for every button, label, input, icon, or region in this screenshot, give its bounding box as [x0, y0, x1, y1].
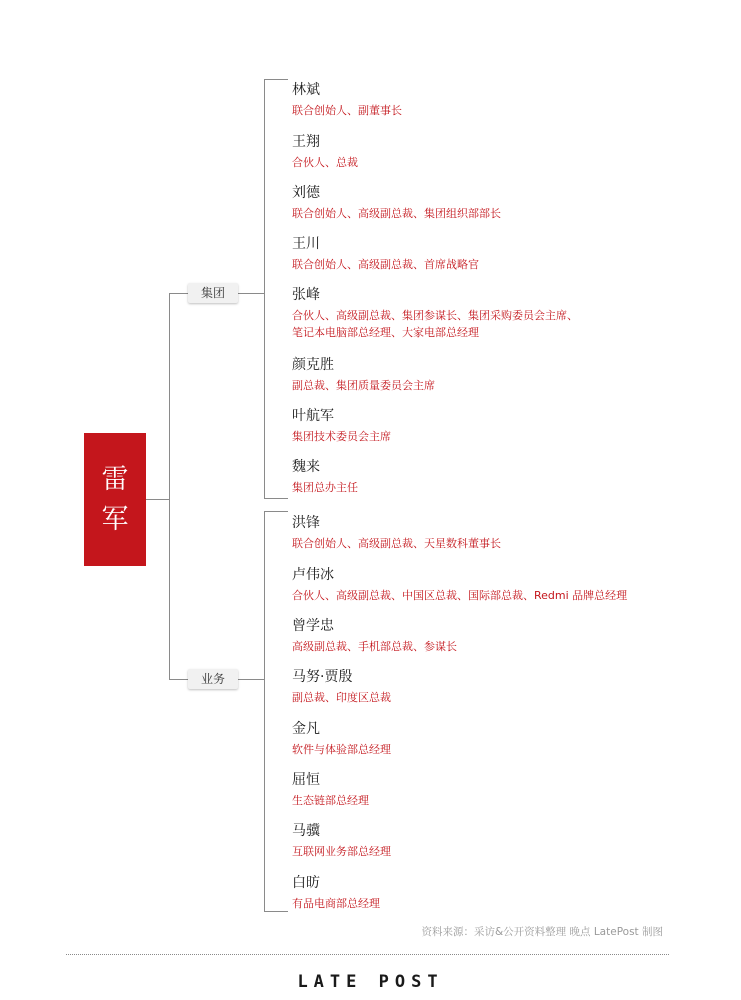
person-name: 马骥: [292, 823, 320, 839]
person-item: [292, 407, 391, 445]
root-node: [84, 433, 146, 566]
root-line2: 军: [101, 503, 129, 535]
person-item: [292, 720, 391, 758]
person-name: 魏来: [292, 459, 320, 475]
source-note: 资料来源：采访&公开资料整理 晚点 LatePost 制图: [421, 926, 663, 938]
trunk-vertical: [169, 293, 170, 679]
person-name: 叶航军: [292, 408, 334, 424]
root-line1: 雷: [101, 463, 129, 495]
person-role: 合伙人、总裁: [292, 156, 358, 169]
bracket-group2: [264, 511, 265, 912]
person-name: 刘德: [292, 185, 320, 201]
person-role: 合伙人、高级副总裁、集团参谋长、集团采购委员会主席、: [292, 309, 578, 322]
bracket-group2-bottom: [264, 911, 288, 912]
person-role: 联合创始人、高级副总裁、首席战略官: [292, 258, 479, 271]
person-role: 有品电商部总经理: [292, 897, 380, 910]
person-role: 联合创始人、高级副总裁、集团组织部部长: [292, 207, 501, 220]
person-name: 林斌: [292, 82, 320, 98]
person-name: 白昉: [292, 875, 320, 891]
person-item: [292, 874, 380, 912]
bracket-group1: [264, 79, 265, 499]
group1-to-bracket: [238, 293, 265, 294]
person-name: 金凡: [292, 721, 320, 737]
person-role: 集团总办主任: [292, 481, 358, 494]
trunk-to-group2: [169, 679, 188, 680]
bracket-group1-top: [264, 79, 288, 80]
person-role-continued: 笔记本电脑部总经理、大家电部总经理: [292, 326, 479, 339]
person-name: 屈恒: [292, 772, 320, 788]
person-name: 洪锋: [292, 515, 320, 531]
person-name: 曾学忠: [292, 618, 334, 634]
person-name: 张峰: [292, 287, 320, 303]
person-item: [292, 514, 501, 552]
person-role: 高级副总裁、手机部总裁、参谋长: [292, 640, 457, 653]
person-role: 合伙人、高级副总裁、中国区总裁、国际部总裁、Redmi 品牌总经理: [292, 589, 628, 602]
person-item: [292, 771, 369, 809]
person-role: 集团技术委员会主席: [292, 430, 391, 443]
person-item: [292, 286, 578, 341]
person-item: [292, 356, 435, 394]
person-role: 软件与体验部总经理: [292, 743, 391, 756]
person-item: [292, 668, 391, 706]
person-name: 颜克胜: [292, 357, 334, 373]
person-item: [292, 458, 358, 496]
person-name: 马努·贾殷: [292, 669, 353, 685]
person-role: 副总裁、印度区总裁: [292, 691, 391, 704]
person-item: [292, 822, 391, 860]
person-item: [292, 566, 627, 604]
person-role: 联合创始人、副董事长: [292, 104, 402, 117]
person-item: [292, 184, 501, 222]
dotted-divider: [66, 954, 669, 955]
person-item: [292, 617, 457, 655]
person-role: 副总裁、集团质量委员会主席: [292, 379, 435, 392]
person-item: [292, 81, 402, 119]
bracket-group2-top: [264, 511, 288, 512]
person-name: 卢伟冰: [292, 567, 334, 583]
person-item: [292, 133, 358, 171]
group-label-corporate: 集团: [188, 283, 238, 303]
person-name: 王翔: [292, 134, 320, 150]
root-connector: [146, 499, 170, 500]
trunk-to-group1: [169, 293, 188, 294]
bracket-group1-bottom: [264, 498, 288, 499]
person-role: 生态链部总经理: [292, 794, 369, 807]
person-role: 联合创始人、高级副总裁、天星数科董事长: [292, 537, 501, 550]
group2-to-bracket: [238, 679, 265, 680]
group-label-business: 业务: [188, 669, 238, 689]
person-role: 互联网业务部总经理: [292, 845, 391, 858]
person-item: [292, 235, 479, 273]
person-name: 王川: [292, 236, 320, 252]
latepost-logo: LATE POST: [297, 972, 444, 992]
